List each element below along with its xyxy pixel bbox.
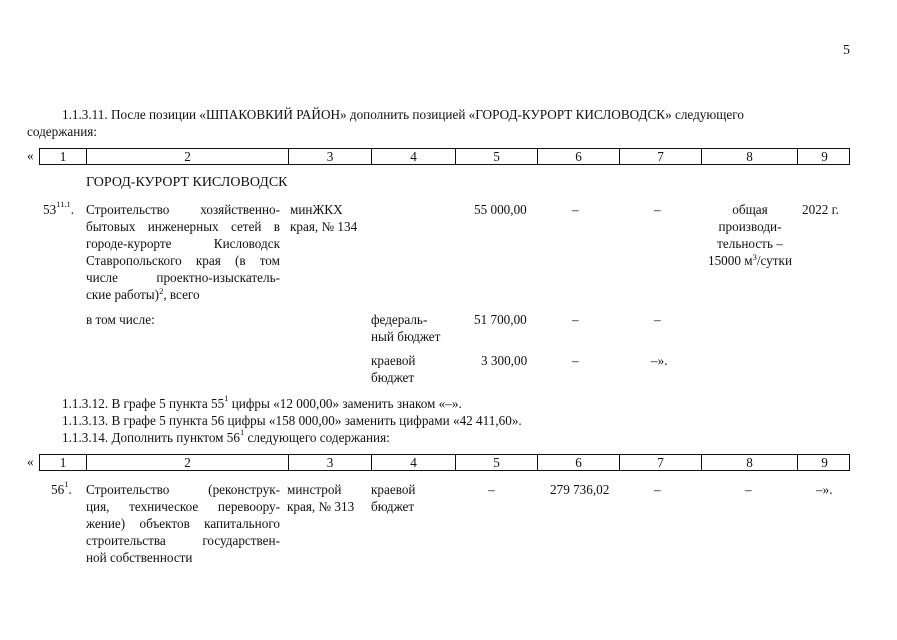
header-col-4: 4 [371,455,455,470]
header-col-1: 1 [59,455,67,470]
open-quote-2: « [27,454,34,469]
header-col-4: 4 [371,149,455,164]
section-title: ГОРОД-КУРОРТ КИСЛОВОДСК [86,175,288,190]
header-col-5: 5 [455,149,537,164]
header-col-8: 8 [701,149,797,164]
sub-row-federal-col4: федераль- ный бюджет [371,312,441,344]
sub-row-regional-col6: – [572,353,579,368]
note-12: 1.1.3.12. В графе 5 пункта $55^1$ цифры «12 000,00» заменить знаком «–». [62,393,462,411]
sub-row-regional-col4: краевой бюджет [371,353,416,385]
row2-col8: – [745,482,752,497]
header-col-7: 7 [619,149,701,164]
sub-row-federal-col7: – [654,312,661,327]
sub-row-federal-col6: – [572,312,579,327]
page-number: 5 [843,43,850,58]
row2-col4: краевой бюджет [371,482,416,514]
header-col-6: 6 [537,149,619,164]
header-col-2: 2 [86,455,288,470]
sub-row-federal-col5: 51 700,00 [474,312,527,327]
header-col-9: 9 [797,455,851,470]
sub-row-regional-col5: 3 300,00 [481,353,528,368]
note-14: 1.1.3.14. Дополнить пунктом $56^1$ следующего содержания: [62,427,390,445]
header-col-1: 1 [59,149,67,164]
open-quote: « [27,148,34,163]
table1-header [39,148,850,165]
row2-col9: –». [816,482,833,497]
header-col-2: 2 [86,149,288,164]
row-col3: минЖКХ края, № 134 [290,202,358,234]
row-col6: – [572,202,579,217]
row2-col6: 279 736,02 [550,482,610,497]
note-13: 1.1.3.13. В графе 5 пункта 56 цифры «158 000,00» заменить цифрами «42 411,60». [62,413,522,428]
row2-number: $56^1$. [51,479,72,497]
intro-line-2: содержания: [27,124,98,139]
row-col7: – [654,202,661,217]
header-col-3: 3 [288,455,371,470]
header-col-3: 3 [288,149,371,164]
row-col5: 55 000,00 [474,202,527,217]
row-col9: 2022 г. [802,202,839,217]
header-col-8: 8 [701,455,797,470]
header-col-9: 9 [797,149,851,164]
sub-label: в том числе: [86,312,155,327]
sub-row-regional-col7: –». [651,353,668,368]
intro-line-1: 1.1.3.11. После позиции «ШПАКОВКИЙ РАЙОН» дополнить позицией «ГОРОД-КУРОРТ КИСЛОВОДСК» следующего [62,107,744,122]
table2-header [39,454,850,471]
row-col8: общая производи- тельность – 15000 $м^3$/сутки [707,202,793,268]
row2-description: Строительство (реконструк- ция, техническое перевоору- жение) объектов капитального строительства государствен- ной собственности [86,482,280,565]
header-col-7: 7 [619,455,701,470]
row2-col7: – [654,482,661,497]
header-col-6: 6 [537,455,619,470]
row-description: Строительство хозяйственно- бытовых инженерных сетей в городе-курорте Кисловодск Ставропольского края (в том числе проектно-изыскатель- ские работы)$^2$, всего [86,202,280,302]
header-col-5: 5 [455,455,537,470]
row2-col5: – [488,482,495,497]
row2-col3: минстрой края, № 313 [287,482,355,514]
row-number: $53^{11.1}$. [43,199,75,217]
